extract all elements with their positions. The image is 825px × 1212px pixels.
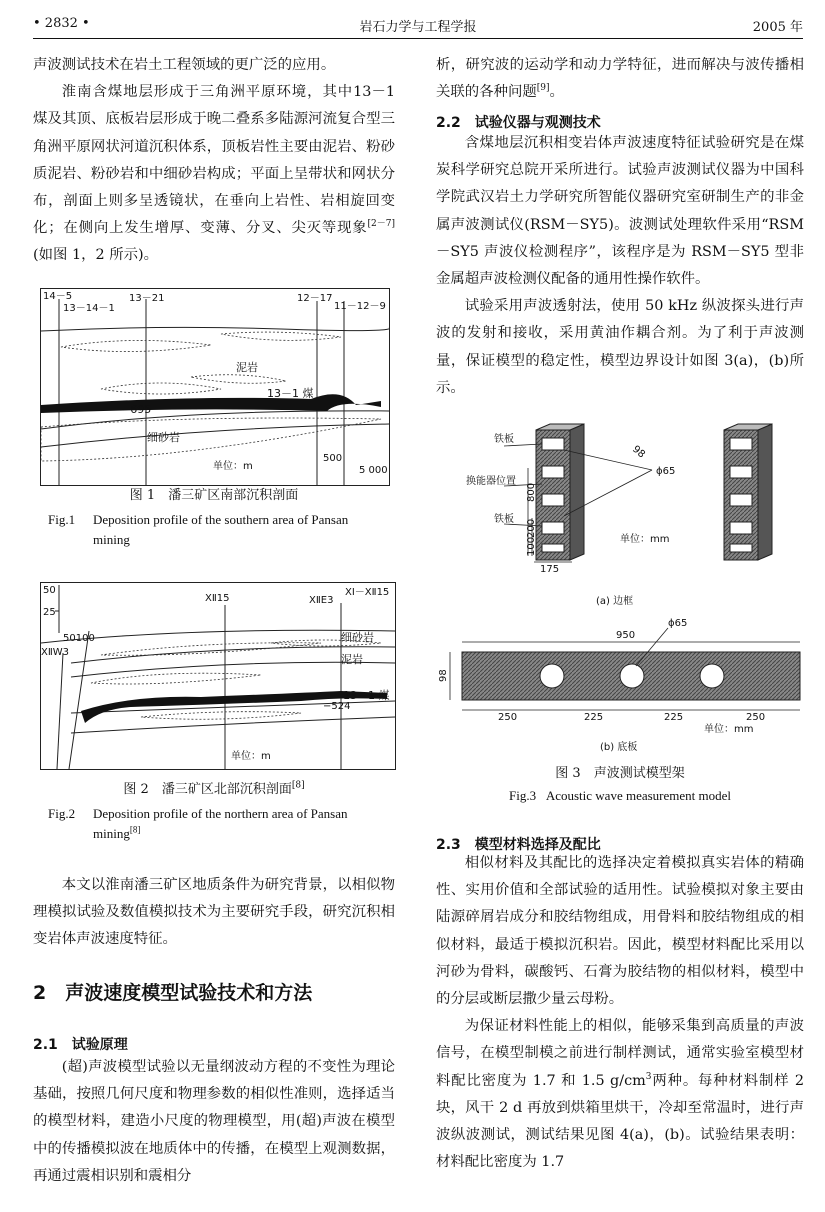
label: 13－1 煤 [267, 387, 314, 400]
left-column-bottom [33, 872, 395, 954]
label: 11－12－9 [334, 301, 386, 312]
paragraph: 含煤地层沉积相变岩体声波速度特征试验研究是在煤炭科学研究总院开采所进行。试验声波测试仪器为中国科学院武汉岩土力学研究所智能仪器研究室研制生产的非金属声波测试仪(RSM－SY5)。波测试处理软件采用“RSM－SY5 声波仪检测程序”，该程序是为 RSM－SY5 型非金属超声波检测仪配备的通用性操作软件。 [436, 135, 804, 288]
subsection-heading: 2.1 试验原理 [33, 1037, 128, 1053]
label: 50 [43, 585, 56, 596]
paragraph: 试验采用声波透射法，使用 50 kHz 纵波探头进行声波的发射和接收，采用黄油作耦合剂。为了利于声波测量，保证模型的稳定性，模型边界设计如图 3(a)，(b)所示。 [436, 298, 804, 396]
right-column-bottom [436, 850, 804, 1176]
subsection-heading: 2.2 试验仪器与观测技术 [436, 115, 601, 131]
journal-title: 岩石力学与工程学报 [359, 20, 477, 35]
figure-2-caption: 图 2 潘三矿区北部沉积剖面[8] [123, 780, 305, 797]
label: 12－17 [297, 293, 333, 304]
paragraph: 淮南含煤地层形成于三角洲平原环境，其中13－1 煤及其顶、底板岩层形成于晚二叠系多陆源河流复合型三角洲平原网状河道沉积体系，顶板岩性主要由泥岩、粉砂质泥岩、粉砂岩和中细砂岩构成；平面上呈带状和网状分布，剖面上则多呈透镜状，在垂向上岩性、岩相旋回变化；在侧向上发生增厚、变薄、分叉、尖灭等现象[2－7](如图 1，2 所示)。 [33, 84, 395, 264]
figure-2-caption-en: Fig.2 Deposition profile of the northern area of Pansan mining[8] [48, 806, 348, 841]
coal-seam [41, 394, 381, 413]
label: 225 [664, 712, 684, 723]
label: (b) 底板 [600, 742, 638, 753]
label: 单位：m [231, 751, 271, 762]
frame-a-duplicate [724, 424, 772, 560]
subsection-heading: 2.3 模型材料选择及配比 [436, 837, 601, 853]
label: 单位：mm [704, 724, 754, 735]
figure-1-caption: 图 1 潘三矿区南部沉积剖面 [129, 488, 299, 503]
label: 13－21 [129, 293, 165, 304]
right-column-top [436, 52, 804, 106]
paragraph: 本文以淮南潘三矿区地质条件为研究背景，以相似物理模拟试验及数值模拟技术为主要研究手段，研究沉积相变岩体声波速度特征。 [33, 877, 395, 948]
figure-2-drawing [41, 583, 395, 769]
year: 2005 年 [752, 20, 803, 35]
label: ϕ65 [656, 466, 676, 477]
label: 500 [323, 453, 343, 464]
label: 98 [438, 669, 449, 682]
label: 泥岩 [236, 361, 258, 374]
left-column-top [33, 52, 395, 270]
label: −524 [323, 701, 351, 712]
label: −695 [121, 403, 152, 416]
figure-3-caption-en: Fig.3 Acoustic wave measurement model [508, 788, 732, 803]
label: XⅡ15 [205, 593, 230, 604]
label: ϕ65 [668, 618, 688, 629]
page-number: • 2832 • [33, 16, 90, 31]
figure-3 [436, 420, 804, 760]
paragraph: 为保证材料性能上的相似，能够采集到高质量的声波信号，在模型制模之前进行制样测试，通常实验室模型材料配比密度为 1.7 和 1.5 $g/cm^3$两种。每种材料制样 2 块，风干 2 d 再放到烘箱里烘干，冷却至常温时，进行声波纵波测试，测试结果见图 4(a)，(b)。试验结果表明：材料配比密度为 1.7 [436, 1018, 804, 1171]
figure-2 [40, 582, 396, 770]
label: 250 [498, 712, 518, 723]
label: 14－5 [43, 291, 73, 302]
label: 175 [540, 564, 560, 575]
frame-a [536, 424, 584, 560]
paragraph: (超)声波模型试验以无量纲波动方程的不变性为理论基础，按照几何尺度和物理参数的相似性准则，选择适当的模型材料，建造小尺度的物理模型，用(超)声波在模型中的传播模拟波在地质体中的传播，在模型上观测数据，再通过震相识别和震相分 [33, 1059, 395, 1184]
header-rule [33, 38, 803, 39]
label: XⅠ－XⅡ15 [345, 587, 390, 598]
label: 250 [746, 712, 766, 723]
figure-1 [40, 288, 390, 486]
label: (a) 边框 [596, 596, 634, 607]
label: 泥岩 [341, 653, 363, 666]
label: 铁板 [494, 434, 514, 445]
label: 100 [526, 536, 537, 556]
paragraph: 相似材料及其配比的选择决定着模拟真实岩体的精确性、实用价值和全部试验的适用性。试验模拟对象主要由陆源碎屑岩成分和胶结物组成，用骨料和胶结物组成的相似材料，最适于模拟沉积岩。因此，模型材料配比采用以河砂为骨料，碳酸钙、石膏为胶结物的相似材料，模型中的分层或断层撒少量云母粉。 [436, 855, 804, 1008]
figure-3-caption: 图 3 声波测试模型架 [555, 766, 685, 781]
label: 铁板 [494, 514, 514, 525]
label: 换能器位置 [466, 476, 516, 487]
label: 细砂岩 [341, 631, 374, 644]
label: 单位：m [213, 461, 253, 472]
paragraph: 声波测试技术在岩土工程领域的更广泛的应用。 [33, 57, 336, 73]
label: 225 [584, 712, 604, 723]
label: 细砂岩 [147, 431, 180, 444]
label: 98 [630, 443, 647, 461]
label: 25 [43, 607, 56, 618]
label: 50100 [63, 633, 95, 644]
base-plate [462, 652, 800, 700]
figure-1-drawing [41, 289, 389, 485]
label: XⅡE3 [309, 595, 334, 606]
label: 单位：mm [620, 534, 670, 545]
figure-3-drawing [436, 420, 804, 760]
label: 800 [526, 482, 537, 502]
running-header [33, 14, 803, 36]
label: 200 [526, 518, 537, 538]
label: 13－1 煤 [343, 689, 390, 702]
paragraph: 析，研究波的运动学和动力学特征，进而解决与波传播相关联的各种问题[9]。 [436, 57, 804, 101]
section-heading: 2 声波速度模型试验技术和方法 [33, 982, 313, 1004]
label: 13－14－1 [63, 303, 115, 314]
label: 950 [616, 630, 636, 641]
right-column-mid [436, 130, 804, 402]
figure-1-caption-en: Fig.1 Deposition profile of the southern area of Pansan mining [48, 512, 349, 547]
label: XⅡW3 [41, 647, 70, 658]
left-column-bottom-2 [33, 1054, 395, 1190]
label: 5 000 [359, 465, 388, 476]
